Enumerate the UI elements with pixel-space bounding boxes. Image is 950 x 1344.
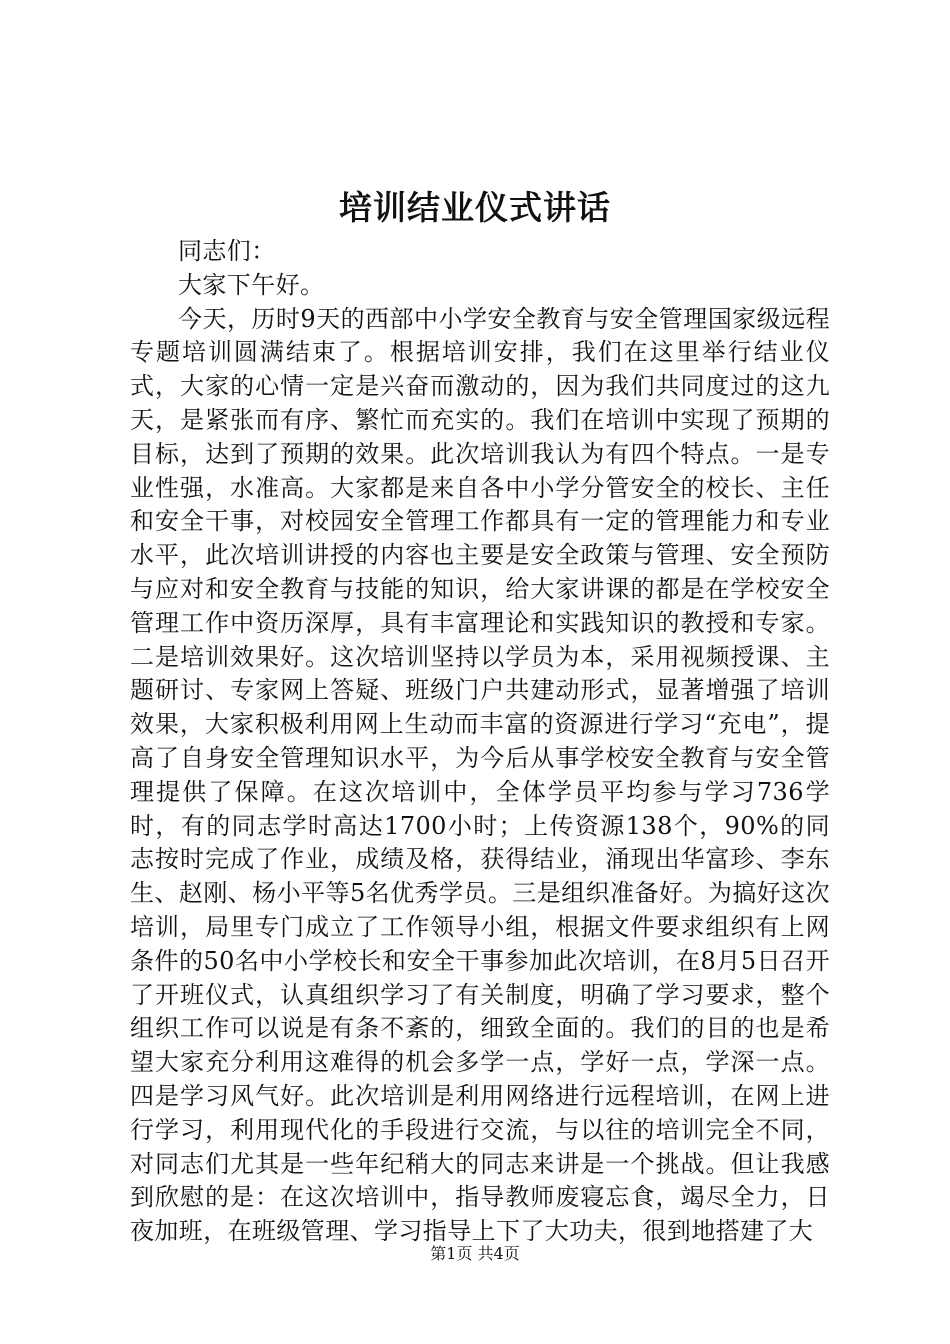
document-body	[130, 235, 830, 1249]
greeting-paragraph: 同志们：	[178, 237, 276, 265]
salutation-paragraph: 大家下午好。	[178, 270, 325, 299]
document-title: 培训结业仪式讲话	[339, 188, 611, 227]
body-paragraph: 今天，历时9天的西部中小学安全教育与安全管理国家级远程专题培训圆满结束了。根据培训安排，我们在这里举行结业仪式，大家的心情一定是兴奋而激动的，因为我们共同度过的这九天，是紧张而有序、繁忙而充实的。我们在培训中实现了预期的目标，达到了预期的效果。此次培训我认为有四个特点。一是专业性强，水准高。大家都是来自各中小学分管安全的校长、主任和安全干事，对校园安全管理工作都具有一定的管理能力和专业水平，此次培训讲授的内容也主要是安全政策与管理、安全预防与应对和安全教育与技能的知识，给大家讲课的都是在学校安全管理工作中资历深厚，具有丰富理论和实践知识的教授和专家。二是培训效果好。这次培训坚持以学员为本，采用视频授课、主题研讨、专家网上答疑、班级门户共建动形式，显著增强了培训效果，大家积极利用网上生动而丰富的资源进行学习“充电”，提高了自身安全管理知识水平，为今后从事学校安全教育与安全管理提供了保障。在这次培训中，全体学员平均参与学习736学时，有的同志学时高达1700小时；上传资源138个，90%的同志按时完成了作业，成绩及格，获得结业，涌现出华富珍、李东生、赵刚、杨小平等5名优秀学员。三是组织准备好。为搞好这次培训，局里专门成立了工作领导小组，根据文件要求组织有上网条件的50名中小学校长和安全干事参加此次培训，在8月5日召开了开班仪式，认真组织学习了有关制度，明确了学习要求，整个组织工作可以说是有条不紊的，细致全面的。我们的目的也是希望大家充分利用这难得的机会多学一点，学好一点，学深一点。四是学习风气好。此次培训是利用网络进行远程培训，在网上进行学习，利用现代化的手段进行交流，与以往的培训完全不同，对同志们尤其是一些年纪稍大的同志来讲是一个挑战。但让我感到欣慰的是：在这次培训中，指导教师废寝忘食，竭尽全力，日夜加班，在班级管理、学习指导上下了大功夫，很到地搭建了大	[130, 304, 830, 1246]
page-number-footer: 第1页 共4页	[430, 1244, 520, 1263]
